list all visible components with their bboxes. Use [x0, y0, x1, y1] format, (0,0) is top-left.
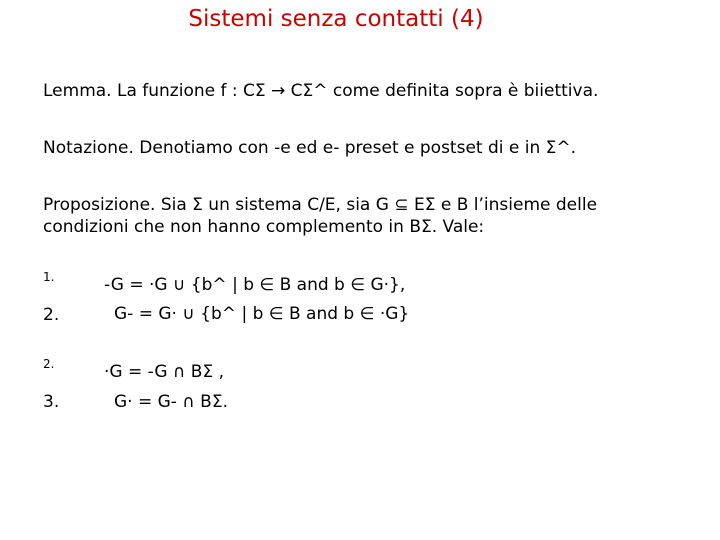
proposition-line-2: condizioni che non hanno complemento in BΣ. Vale: [43, 217, 485, 237]
item-number: 2. [43, 357, 55, 371]
item-formula: G· = G- ∩ BΣ. [114, 392, 228, 412]
item-number: 2. [43, 305, 60, 325]
lemma-text: Lemma. La funzione f : CΣ → CΣ^ come definita sopra è biiettiva. [43, 81, 599, 101]
item-number: 3. [43, 392, 60, 412]
proposition-line-1: Proposizione. Sia Σ un sistema C/E, sia G ⊆ EΣ e B l’insieme delle [43, 195, 598, 215]
item-formula: ·G = -G ∩ BΣ , [104, 362, 225, 382]
item-formula: -G = ·G ∪ {b^ | b ∈ B and b ∈ G·}, [104, 275, 406, 295]
item-formula: G- = G· ∪ {b^ | b ∈ B and b ∈ ·G} [114, 304, 410, 324]
proposition-text [43, 194, 597, 238]
item-number: 1. [43, 270, 55, 284]
notation-text: Notazione. Denotiamo con -e ed e- preset e postset di e in Σ^. [43, 138, 577, 158]
slide-title: Sistemi senza contatti (4) [188, 6, 484, 32]
